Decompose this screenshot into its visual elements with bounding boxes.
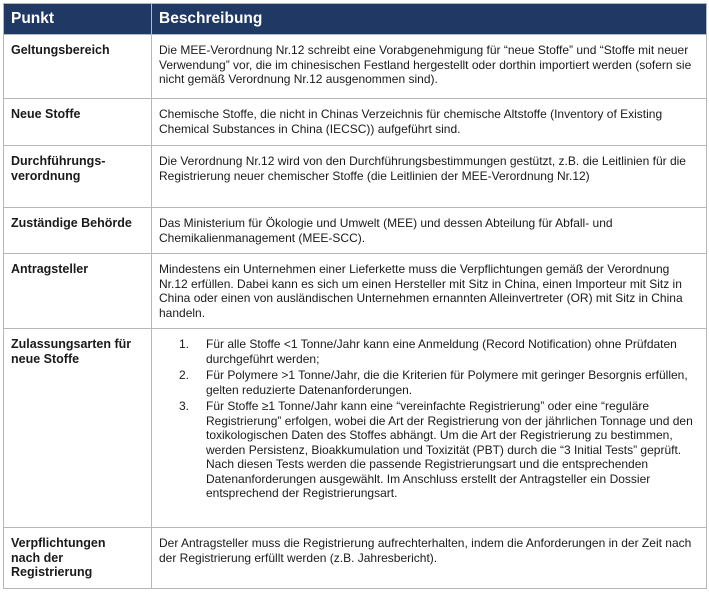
row-text: Der Antragsteller muss die Registrierung aufrechterhalten, indem die Anforderungen in der Zeit nach der Registrierung erfüllt werden (z.B. Jahresbericht). — [152, 528, 707, 589]
list-item — [159, 337, 700, 366]
row-key: Zulassungsarten für neue Stoffe — [4, 329, 152, 528]
table-row — [4, 35, 707, 99]
list-number: 3. — [179, 399, 190, 413]
row-list-cell — [152, 329, 707, 528]
row-key: Verpflichtungen nach der Registrierung — [4, 528, 152, 589]
regulation-table — [3, 3, 707, 589]
row-key: Neue Stoffe — [4, 99, 152, 146]
registration-types-list — [159, 337, 700, 501]
row-key: Geltungsbereich — [4, 35, 152, 99]
row-key: Durchführungs- verordnung — [4, 146, 152, 208]
list-item — [159, 399, 700, 501]
table-row — [4, 528, 707, 589]
row-text: Das Ministerium für Ökologie und Umwelt (MEE) und dessen Abteilung für Abfall- und Chemikalienmanagement (MEE-SCC). — [152, 208, 707, 254]
list-number: 2. — [179, 368, 190, 382]
list-item — [159, 368, 700, 397]
header-beschreibung: Beschreibung — [152, 4, 707, 35]
table-row — [4, 99, 707, 146]
list-number: 1. — [179, 337, 190, 351]
header-punkt: Punkt — [4, 4, 152, 35]
row-key: Antragsteller — [4, 254, 152, 329]
table-row — [4, 329, 707, 528]
list-text: Für Stoffe ≥1 Tonne/Jahr kann eine “vereinfachte Registrierung” oder eine “reguläre Registrierung” erfolgen, wobei die Art der Registrierung von der jährlichen Tonnage und den toxikologischen Daten des Stoffes abhängt. Um die Art der Registrierung zu bestimmen, werden Persistenz, Bioakkumulation und Toxizität (PBT) durch die “3 Initial Tests” geprüft. Nach diesen Tests werden die passende Registrierungsart und die entsprechenden Datenanforderungen ausgewählt. Im Anschluss erstellt der Antragsteller ein Dossier entsprechend der Registrierungsart. — [206, 399, 693, 500]
row-key: Zuständige Behörde — [4, 208, 152, 254]
row-text: Die MEE-Verordnung Nr.12 schreibt eine Vorabgenehmigung für “neue Stoffe” und “Stoffe mit neuer Verwendung” vor, die im chinesischen Festland hergestellt oder dorthin importiert werden (sofern sie nicht gemäß Verordnung Nr.12 ausgenommen sind). — [152, 35, 707, 99]
row-text: Mindestens ein Unternehmen einer Lieferkette muss die Verpflichtungen gemäß der Verordnung Nr.12 erfüllen. Dabei kann es sich um einen Hersteller mit Sitz in China, einen Importeur mit Sitz in China oder einen von ausländischen Unternehmen ernannten Alleinvertreter (OR) mit Sitz in China handeln. — [152, 254, 707, 329]
table-row — [4, 254, 707, 329]
table-header-row — [4, 4, 707, 35]
list-text: Für Polymere >1 Tonne/Jahr, die die Kriterien für Polymere mit geringer Besorgnis erfüllen, gelten reduzierte Datenanforderungen. — [206, 368, 688, 397]
list-text: Für alle Stoffe <1 Tonne/Jahr kann eine Anmeldung (Record Notification) ohne Prüfdaten durchgeführt werden; — [206, 337, 677, 366]
row-text: Chemische Stoffe, die nicht in Chinas Verzeichnis für chemische Altstoffe (Inventory of Existing Chemical Substances in China (IECSC)) aufgeführt sind. — [152, 99, 707, 146]
table-row — [4, 146, 707, 208]
row-text: Die Verordnung Nr.12 wird von den Durchführungsbestimmungen gestützt, z.B. die Leitlinien für die Registrierung neuer chemischer Stoffe (die Leitlinien der MEE-Verordnung Nr.12) — [152, 146, 707, 208]
table-row — [4, 208, 707, 254]
